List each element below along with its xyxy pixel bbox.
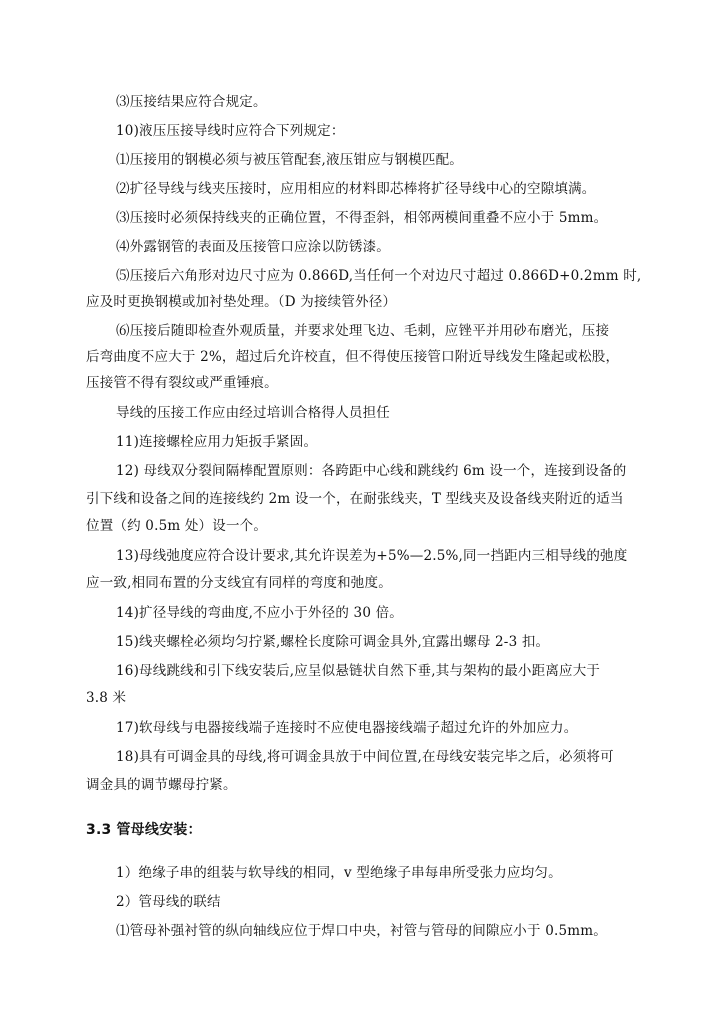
para-13-line-1: 13)母线弛度应符合设计要求,其允许误差为+5%—2.5%,同一挡距内三相导线的弛度 (116, 548, 628, 564)
para-3-result: ⑶压接结果应符合规定。 (116, 94, 267, 110)
para-10-item-6-line-2: 后弯曲度不应大于 2%，超过后允许校直，但不得使压接管口附近导线发生隆起或松股， (86, 349, 620, 365)
para-10-item-1: ⑴压接用的钢模必须与被压管配套,液压钳应与钢模匹配。 (116, 152, 463, 168)
para-16-line-2: 3.8 米 (86, 690, 127, 706)
para-18-line-1: 18)具有可调金具的母线,将可调金具放于中间位置,在母线安装完毕之后，必须将可 (116, 749, 614, 765)
section-3-3-item-1: 1）绝缘子串的组装与软导线的相同，v 型绝缘子串每串所受张力应均匀。 (116, 865, 562, 881)
para-15: 15)线夹螺栓必须均匀拧紧,螺栓长度除可调金具外,宜露出螺母 2-3 扣。 (116, 634, 550, 650)
para-10-item-6-line-1: ⑹压接后随即检查外观质量，并要求处理飞边、毛刺，应锉平并用砂布磨光，压接 (116, 323, 610, 339)
para-10-item-3: ⑶压接时必须保持线夹的正确位置，不得歪斜，相邻两模间重叠不应小于 5mm。 (116, 210, 608, 226)
para-10-item-4: ⑷外露钢管的表面及压接管口应涂以防锈漆。 (116, 239, 390, 255)
para-12-line-1: 12) 母线双分裂间隔棒配置原则：各跨距中心线和跳线约 6m 设一个，连接到设备的 (116, 463, 627, 479)
para-10-item-5-line-1: ⑸压接后六角形对边尺寸应为 0.866D,当任何一个对边尺寸超过 0.866D+0.2mm 时, (116, 268, 642, 284)
para-18-line-2: 调金具的调节螺母拧紧。 (86, 777, 237, 793)
section-3-3-heading: 3.3 管母线安装： (86, 822, 202, 838)
para-personnel: 导线的压接工作应由经过培训合格得人员担任 (116, 405, 390, 421)
para-10-heading: 10)液压压接导线时应符合下列规定： (116, 123, 345, 139)
para-12-line-2: 引下线和设备之间的连接线约 2m 设一个，在耐张线夹，T 型线夹及设备线夹附近的适当 (86, 491, 624, 507)
para-16-line-1: 16)母线跳线和引下线安装后,应呈似悬链状自然下垂,其与架构的最小距离应大于 (116, 663, 601, 679)
para-10-item-6-line-3: 压接管不得有裂纹或严重锤痕。 (86, 375, 278, 391)
para-12-line-3: 位置（约 0.5m 处）设一个。 (86, 518, 268, 534)
para-10-item-2: ⑵扩径导线与线夹压接时，应用相应的材料即芯棒将扩径导线中心的空隙填满。 (116, 181, 596, 197)
section-3-3-item-2-sub-1: ⑴管母补强衬管的纵向轴线应位于焊口中央，衬管与管母的间隙应小于 0.5mm。 (116, 923, 607, 939)
para-17: 17)软母线与电器接线端子连接时不应使电器接线端子超过允许的外加应力。 (116, 720, 578, 736)
para-11: 11)连接螺栓应用力矩扳手紧固。 (116, 434, 318, 450)
para-10-item-5-line-2: 应及时更换钢模或加衬垫处理。（D 为接续管外径） (86, 294, 397, 310)
section-3-3-item-2: 2）管母线的联结 (116, 894, 221, 910)
para-13-line-2: 应一致,相同布置的分支线宜有同样的弯度和弛度。 (86, 575, 392, 591)
para-14: 14)扩径导线的弯曲度,不应小于外径的 30 倍。 (116, 605, 403, 621)
